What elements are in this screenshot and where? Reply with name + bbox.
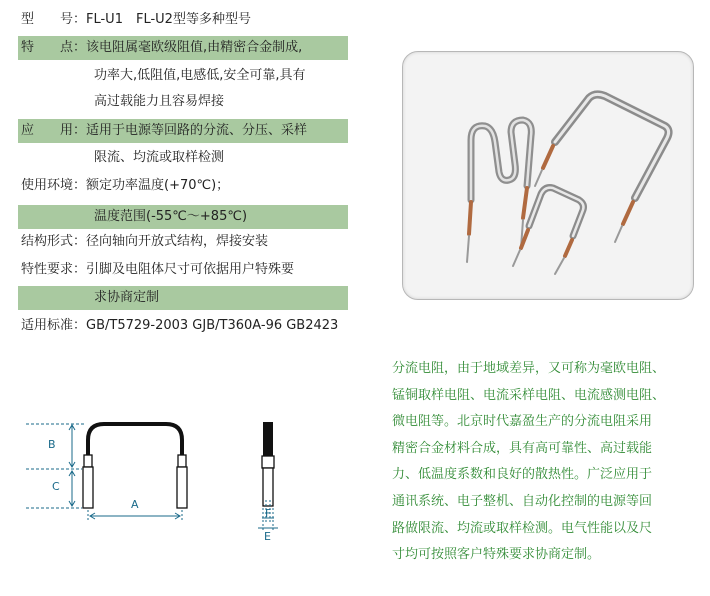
spec-row	[18, 205, 348, 229]
spec-label: 适用标准：	[21, 318, 87, 333]
spec-value: 额定功率温度(+70℃)；	[86, 178, 230, 193]
spec-value: 限流、均流或取样检测	[94, 150, 225, 165]
spec-label: 结构形式：	[21, 234, 87, 249]
spec-value: 功率大,低阻值,电感低,安全可靠,具有	[94, 68, 306, 83]
spec-value: FL-U1 FL-U2型等多种型号	[86, 12, 251, 27]
side-view-drawing	[262, 422, 274, 506]
spec-value: 高过载能力且容易焊接	[94, 94, 225, 109]
spec-row	[18, 8, 348, 32]
dimension-diagram	[0, 400, 320, 550]
spec-value: 径向轴向开放式结构，焊接安装	[86, 234, 269, 249]
spec-row	[18, 286, 348, 310]
spec-label: 特性要求：	[21, 262, 87, 277]
description-line: 微电阻等。北京时代嘉盈生产的分流电阻采用	[392, 414, 653, 430]
spec-value: GB/T5729-2003 GJB/T360A-96 GB2423	[86, 318, 339, 333]
spec-label: 使用环境：	[21, 178, 87, 193]
spec-value: 该电阻属毫欧级阻值,由精密合金制成,	[86, 40, 303, 55]
spec-row	[18, 230, 348, 254]
spec-value: 温度范围(-55℃～+85℃)	[94, 209, 248, 224]
spec-row	[18, 146, 348, 170]
spec-row	[18, 174, 348, 198]
spec-label: 型 号：	[21, 12, 87, 27]
description-line: 锰铜取样电阻、电流采样电阻、电流感测电阻、	[392, 387, 666, 403]
zigzag-resistor-image	[467, 120, 531, 262]
spec-row	[18, 90, 348, 114]
description-line: 精密合金材料合成，具有高可靠性、高过载能	[392, 440, 653, 456]
dimension-label-b: B	[48, 438, 56, 451]
spec-row	[18, 258, 348, 282]
product-description	[392, 356, 702, 569]
product-photo	[402, 51, 694, 300]
description-line: 寸均可按照客户特殊要求协商定制。	[392, 547, 601, 563]
dimension-label-f: F	[265, 507, 272, 520]
front-view-drawing	[83, 424, 187, 508]
description-line: 路做限流、均流或取样检测。电气性能以及尺	[392, 520, 653, 536]
dimension-label-c: C	[52, 480, 60, 493]
dimension-label-a: A	[131, 498, 139, 511]
description-line: 分流电阻，由于地域差异，又可称为毫欧电阻、	[392, 361, 666, 376]
spec-label: 特 点：	[21, 40, 87, 55]
dimension-label-e: E	[264, 530, 271, 543]
spec-value: 求协商定制	[94, 290, 160, 305]
spec-value: 引脚及电阻体尺寸可依据用户特殊要	[86, 262, 295, 277]
spec-row	[18, 314, 348, 338]
spec-value: 适用于电源等回路的分流、分压、采样	[86, 123, 308, 138]
spec-row	[18, 36, 348, 60]
large-u-resistor-image	[535, 94, 669, 242]
description-line: 通讯系统、电子整机、自动化控制的电源等回	[392, 493, 653, 509]
spec-row	[18, 119, 348, 143]
spec-label: 应 用：	[21, 123, 87, 138]
description-line: 力、低温度系数和良好的散热性。广泛应用于	[392, 467, 653, 483]
spec-row	[18, 64, 348, 88]
